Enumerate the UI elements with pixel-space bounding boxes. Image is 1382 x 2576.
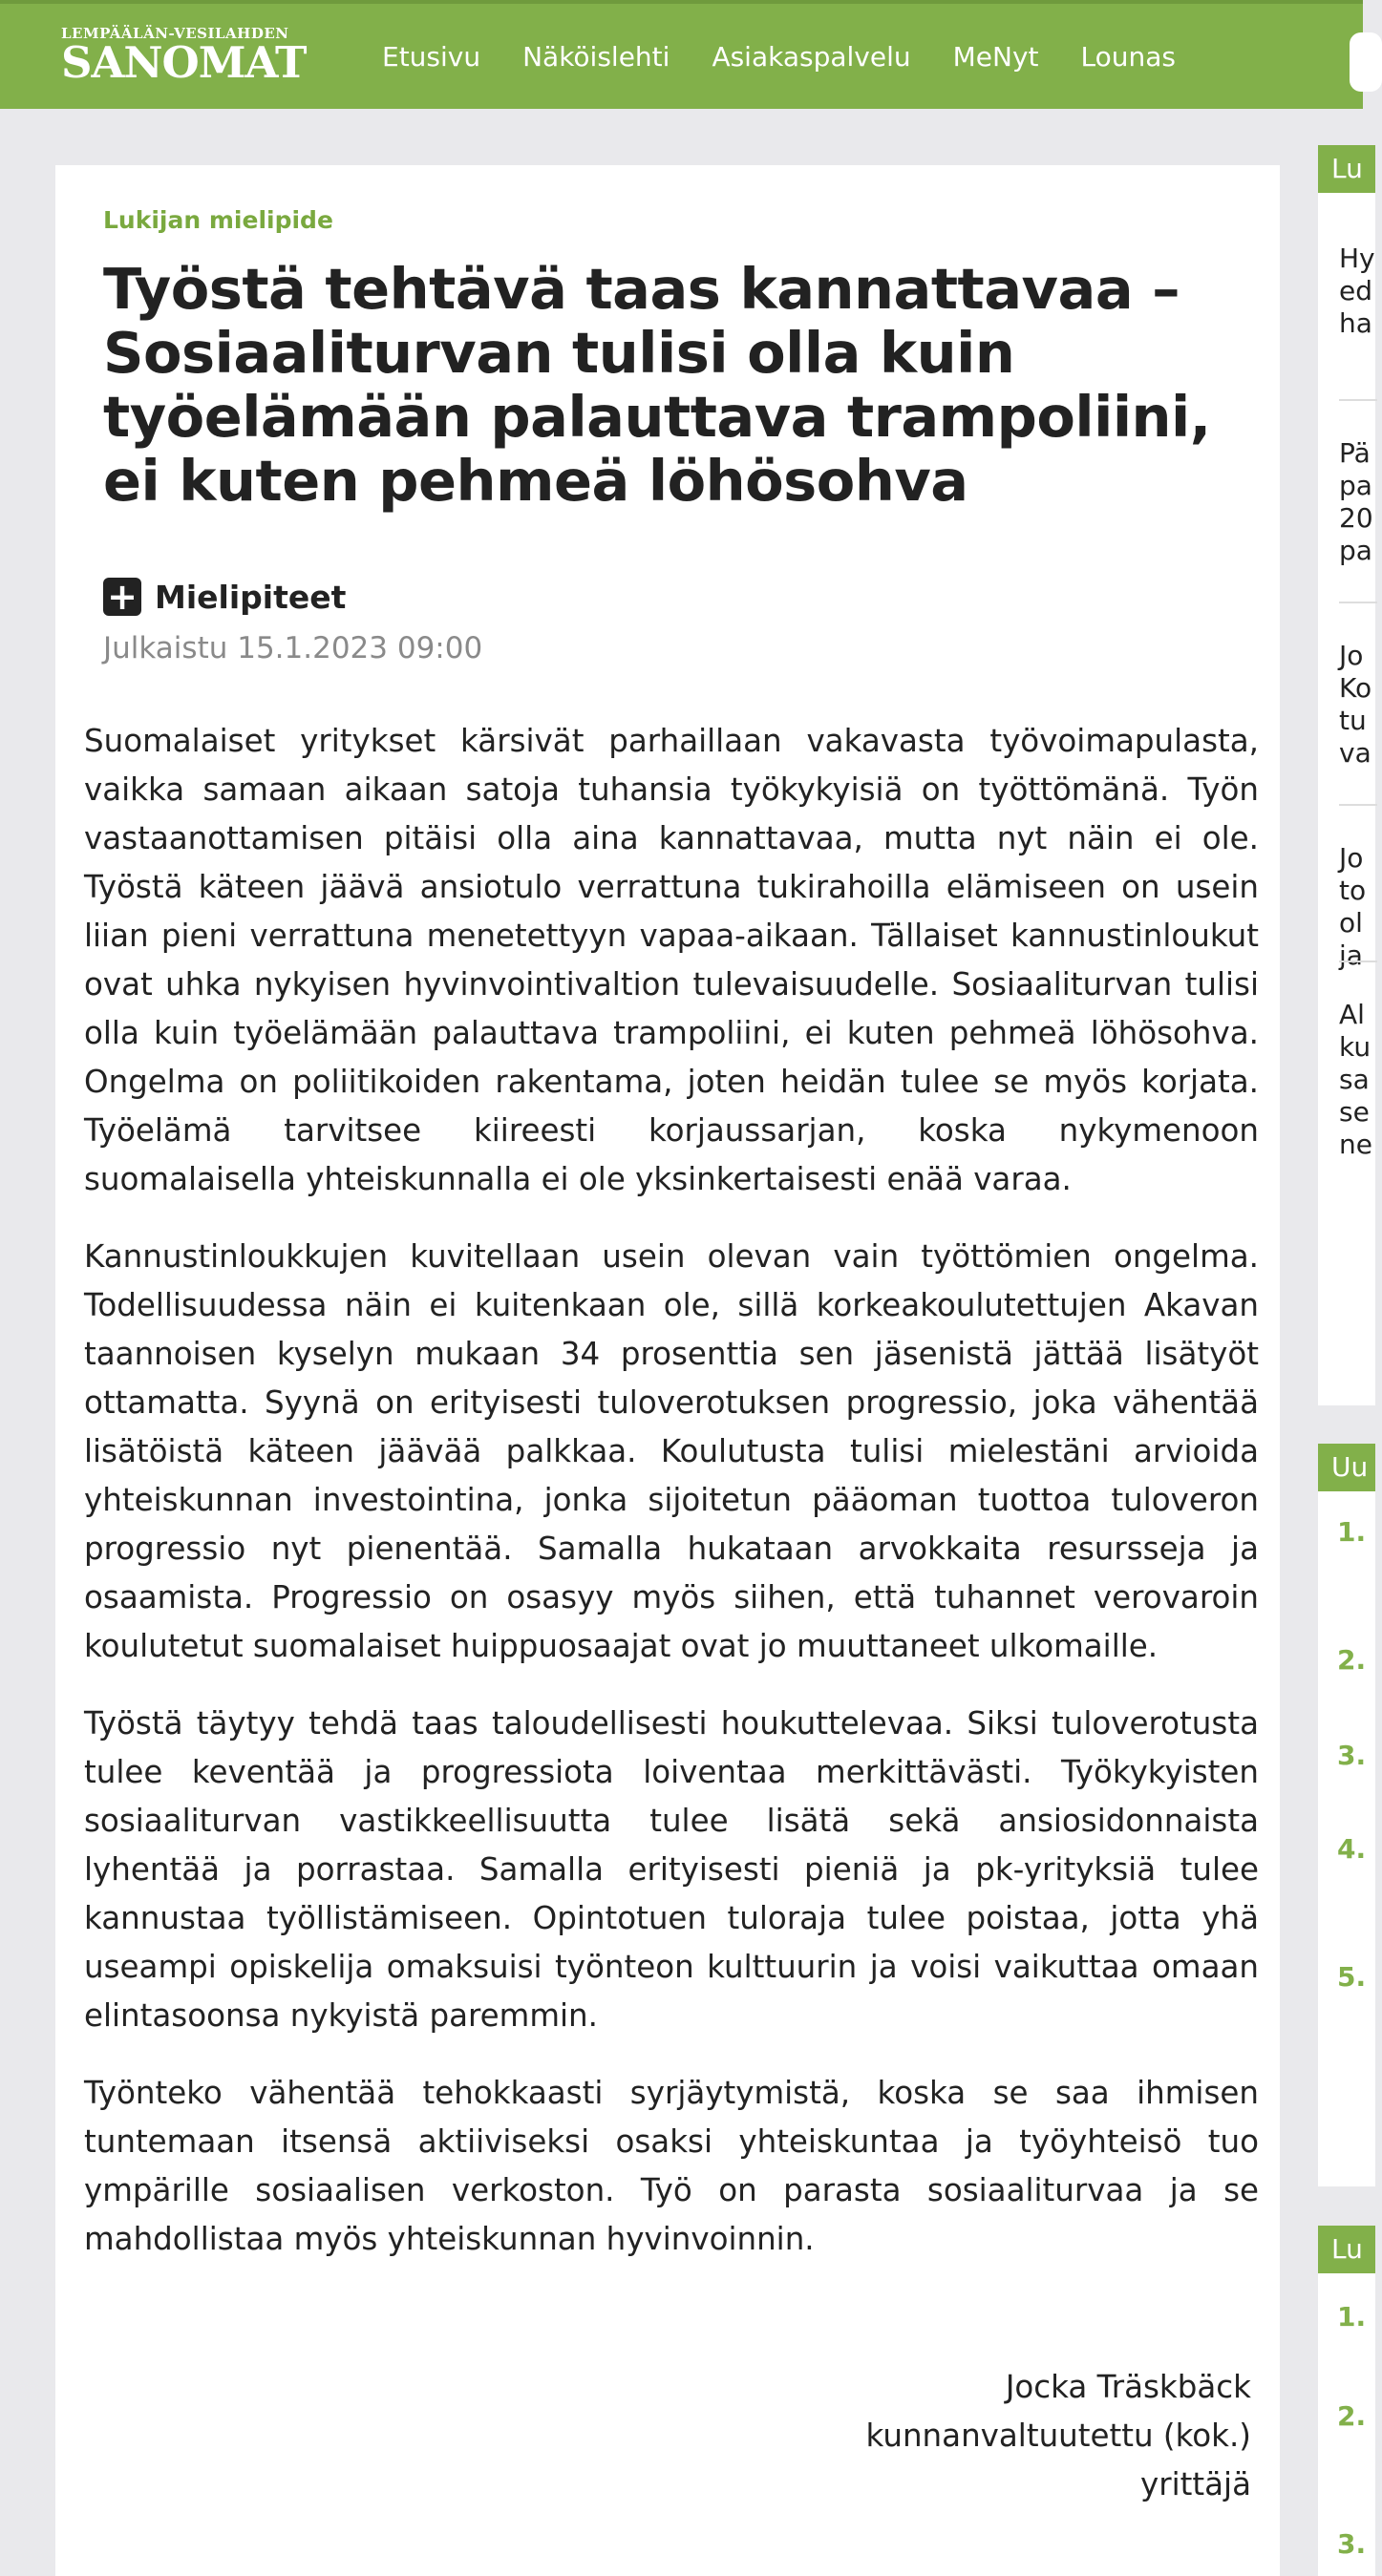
sidebar-divider	[1339, 804, 1377, 806]
article-paragraph: Työstä täytyy tehdä taas taloudellisesti houkuttelevaa. Siksi tuloverotusta tulee keventää ja progressiota loiventaa merkittävästi. Työkykyisten sosiaaliturvan vastikkeellisuutta tulee lisätä sekä ansiosidonnaista lyhentää ja porrastaa. Samalla erityisesti pieniä ja pk-yrityksiä tulee kannustaa työllistämiseen. Opintotuen tuloraja tulee poistaa, jotta yhä useampi opiskelija omaksuisi työnteon kulttuurin ja voisi vaikuttaa omaan elintasoonsa nykyistä paremmin.	[84, 1705, 1259, 2034]
sidebar-item-5[interactable]: Al ku sa se ne	[1339, 999, 1372, 1160]
author-occupation: yrittäjä	[1140, 2466, 1251, 2502]
sidebar-item-2[interactable]: Pä pa 20 pa	[1339, 437, 1373, 566]
sidebar-rank-number[interactable]: 1.	[1337, 1516, 1367, 1548]
nav-item-etusivu[interactable]: Etusivu	[382, 40, 481, 73]
logo-title: SANOMAT	[61, 37, 307, 88]
article-card	[55, 165, 1280, 2576]
sidebar-rank-number[interactable]: 5.	[1337, 1961, 1367, 1993]
article-body	[84, 717, 1259, 2292]
author-signature	[866, 2363, 1251, 2509]
article-paragraph: Suomalaiset yritykset kärsivät parhaillaan vakavasta työvoimapulasta, vaikka samaan aikaan satoja tuhansia työkykyisiä on työttömänä. Työn vastaanottamisen pitäisi olla aina kannattavaa, mutta nyt näin ei ole. Työstä käteen jäävä ansiotulo verrattuna tukirahoilla elämiseen on usein liian pieni verrattuna menetettyyn vapaa-aikaan. Tällaiset kannustinloukut ovat uhka nykyisen hyvinvointivaltion tulevaisuudelle. Sosiaaliturvan tulisi olla kuin työelämään palauttava trampoliini, ei kuten pehmeä löhösohva. Ongelma on poliitikoiden rakentama, joten heidän tulee se myös korjata. Työelämä tarvitsee kiireesti korjaussarjan, koska nykymenoon suomalaisella yhteiskunnalla ei ole yksinkertaisesti enää varaa.	[84, 723, 1259, 1197]
nav-item-lounas[interactable]: Lounas	[1080, 40, 1176, 73]
sidebar-box2-header: Uu	[1318, 1444, 1375, 1491]
published-date: Julkaistu 15.1.2023 09:00	[103, 631, 483, 665]
article-paragraph: Työnteko vähentää tehokkaasti syrjäytymistä, koska se saa ihmisen tuntemaan itsensä aktiiviseksi osaksi yhteiskuntaa ja työyhteisö tuo ympärille sosiaalisen verkoston. Työ on parasta sosiaaliturvaa ja se mahdollistaa myös yhteiskunnan hyvinvoinnin.	[84, 2075, 1259, 2257]
sidebar-divider	[1339, 961, 1377, 962]
article-kicker[interactable]: Lukijan mielipide	[103, 206, 333, 234]
author-title: kunnanvaltuutettu (kok.)	[865, 2418, 1251, 2454]
nav-item-menyt[interactable]: MeNyt	[952, 40, 1039, 73]
sidebar-item-1[interactable]: Hy ed ha	[1339, 243, 1375, 339]
article-paragraph: Kannustinloukkujen kuvitellaan usein olevan vain työttömien ongelma. Todellisuudessa näin ei kuitenkaan ole, sillä korkeakoulutettujen Akavan taannoisen kyselyn mukaan 34 prosenttia sen jäsenistä jättää lisätyöt ottamatta. Syynä on erityisesti tuloverotuksen progressio, joka vähentää lisätöistä käteen jäävää palkkaa. Koulutusta tulisi mielestäni arvioida yhteiskunnan investointina, jonka sijoitetun pääoman tuottoa tuloveron progressio nyt pienentää. Samalla hukataan arvokkaita resursseja ja osaamista. Progressio on osasyy myös siihen, että tuhannet verovaroin koulutetut suomalaiset huippuosaajat ovat jo muuttaneet ulkomaille.	[84, 1238, 1259, 1664]
author-name: Jocka Träskbäck	[1005, 2369, 1251, 2405]
sidebar-rank-number[interactable]: 2.	[1337, 1644, 1367, 1676]
sidebar-rank-number[interactable]: 4.	[1337, 1833, 1367, 1865]
sidebar-box3-header: Lu	[1318, 2226, 1375, 2273]
sidebar-divider	[1339, 399, 1377, 401]
sidebar-rank-number[interactable]: 3.	[1337, 2528, 1367, 2560]
nav-item-asiakaspalvelu[interactable]: Asiakaspalvelu	[712, 40, 911, 73]
article-headline: Työstä tehtävä taas kannattavaa – Sosiaaliturvan tulisi olla kuin työelämään palauttava trampoliini, ei kuten pehmeä löhösohva	[103, 256, 1211, 514]
main-nav	[382, 4, 1176, 109]
section-byline[interactable]	[103, 578, 346, 616]
sidebar-rank-number[interactable]: 3.	[1337, 1740, 1367, 1771]
logo-subtitle: LEMPÄÄLÄN-VESILAHDEN	[61, 25, 289, 42]
nav-item-nakoislehti[interactable]: Näköislehti	[522, 40, 670, 73]
sidebar-item-3[interactable]: Jo Ko tu va	[1339, 640, 1372, 769]
sidebar-rank-number[interactable]: 1.	[1337, 2301, 1367, 2333]
top-navigation-bar	[0, 0, 1363, 109]
sidebar-divider	[1339, 602, 1377, 603]
sidebar-box1	[1318, 193, 1375, 1405]
sidebar-item-4[interactable]: Jo to ol ja	[1339, 842, 1367, 971]
sidebar-box1-header: Lu	[1318, 145, 1375, 193]
sidebar-rank-number[interactable]: 2.	[1337, 2400, 1367, 2432]
nav-action-button[interactable]	[1350, 32, 1382, 92]
section-label[interactable]: Mielipiteet	[155, 578, 347, 616]
plus-icon[interactable]: +	[103, 578, 141, 616]
site-logo[interactable]	[61, 25, 307, 88]
